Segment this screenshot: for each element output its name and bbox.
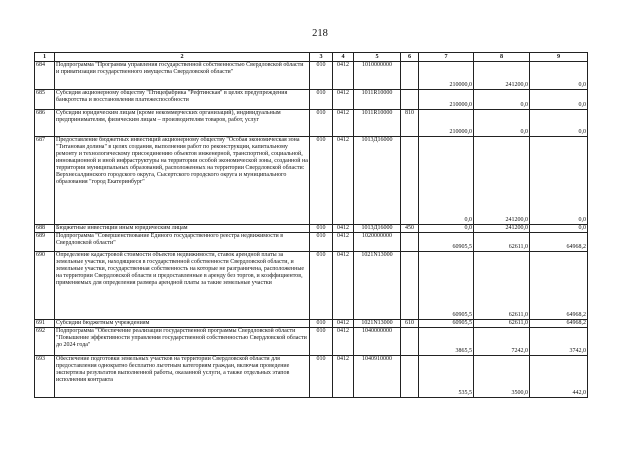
amount-col7: 60905,5 <box>419 252 474 320</box>
header-cell: 2 <box>55 53 310 62</box>
table-header-row <box>35 53 588 62</box>
ministry-code: 010 <box>310 90 333 110</box>
amount-col9: 64968,2 <box>530 252 588 320</box>
row-name: Подпрограмма "Совершенствование Единого государственного реестра недвижимости в Свердловской области" <box>55 233 310 252</box>
amount-col8: 0,0 <box>474 90 530 110</box>
ministry-code: 010 <box>310 328 333 356</box>
table-row <box>35 320 588 328</box>
expense-type-code: 810 <box>401 110 419 137</box>
target-code: 1013Д16000 <box>354 137 401 225</box>
target-code: 1021N13000 <box>354 252 401 320</box>
amount-col7: 0,0 <box>419 225 474 233</box>
row-number: 689 <box>35 233 55 252</box>
header-cell: 3 <box>310 53 333 62</box>
table-row <box>35 252 588 320</box>
amount-col7: 210000,0 <box>419 62 474 90</box>
header-cell: 7 <box>419 53 474 62</box>
amount-col8: 62611,0 <box>474 320 530 328</box>
table-row <box>35 356 588 398</box>
expense-type-code: 450 <box>401 225 419 233</box>
target-code: 1013Д16000 <box>354 225 401 233</box>
section-code: 0412 <box>333 320 354 328</box>
row-number: 686 <box>35 110 55 137</box>
header-cell: 6 <box>401 53 419 62</box>
amount-col9: 442,0 <box>530 356 588 398</box>
expense-type-code <box>401 137 419 225</box>
amount-col7: 210000,0 <box>419 110 474 137</box>
amount-col8: 7242,0 <box>474 328 530 356</box>
row-name: Субсидии юридическим лицам (кроме некоммерческих организаций), индивидуальным предпринимателям, физическим лицам – производителям товаров, работ, услуг <box>55 110 310 137</box>
ministry-code: 010 <box>310 252 333 320</box>
row-name: Подпрограмма "Обеспечение реализации государственной программы Свердловской области "Повышение эффективности управления государственной собственностью Свердловской области до 2024 года" <box>55 328 310 356</box>
row-name: Субсидии бюджетным учреждениям <box>55 320 310 328</box>
row-name: Предоставление бюджетных инвестиций акционерному обществу "Особая экономическая зона "Титановая долина" в целях создания, выполнения работ по реконструкции, капитальному ремонту и технологическому присоединению объектов инженерной, транспортной, социальной, инновационной и иной инфраструктуры на территории особой экономической зоны, созданной на территории муниципальных образований, расположенных на территории Свердловской области: Верхнесалдинского городского округа, Сысертского городского округа и муниципального образования "город Екатеринбург" <box>55 137 310 225</box>
expense-type-code <box>401 328 419 356</box>
header-cell: 8 <box>474 53 530 62</box>
section-code: 0412 <box>333 62 354 90</box>
section-code: 0412 <box>333 110 354 137</box>
amount-col7: 0,0 <box>419 137 474 225</box>
amount-col8: 241200,0 <box>474 62 530 90</box>
amount-col7: 535,5 <box>419 356 474 398</box>
amount-col8: 62611,0 <box>474 233 530 252</box>
amount-col9: 0,0 <box>530 110 588 137</box>
amount-col7: 210000,0 <box>419 90 474 110</box>
row-number: 685 <box>35 90 55 110</box>
target-code: 1021N13000 <box>354 320 401 328</box>
header-cell: 5 <box>354 53 401 62</box>
row-number: 687 <box>35 137 55 225</box>
target-code: 1010000000 <box>354 62 401 90</box>
header-cell: 9 <box>530 53 588 62</box>
row-number: 688 <box>35 225 55 233</box>
table-row <box>35 225 588 233</box>
expense-type-code <box>401 90 419 110</box>
row-name: Обеспечение подготовки земельных участков на территории Свердловской области для предоставления однократно бесплатно льготным категориям граждан, включая проведение экспертизы результатов выполненной работы, оказанной услуги, а также отдельных этапов исполнения контракта <box>55 356 310 398</box>
row-number: 690 <box>35 252 55 320</box>
amount-col9: 64968,2 <box>530 320 588 328</box>
section-code: 0412 <box>333 252 354 320</box>
amount-col8: 0,0 <box>474 110 530 137</box>
row-number: 684 <box>35 62 55 90</box>
target-code: 1040000000 <box>354 328 401 356</box>
expense-type-code <box>401 356 419 398</box>
row-name: Субсидия акционерному обществу "Птицефабрика "Рефтинская" в целях предупреждения банкротства и восстановления платежеспособности <box>55 90 310 110</box>
amount-col8: 241200,0 <box>474 225 530 233</box>
expense-type-code <box>401 233 419 252</box>
amount-col8: 62611,0 <box>474 252 530 320</box>
target-code: 1020000000 <box>354 233 401 252</box>
table-row <box>35 90 588 110</box>
ministry-code: 010 <box>310 225 333 233</box>
amount-col7: 60905,5 <box>419 320 474 328</box>
amount-col9: 0,0 <box>530 225 588 233</box>
ministry-code: 010 <box>310 110 333 137</box>
amount-col7: 3865,5 <box>419 328 474 356</box>
expense-type-code <box>401 252 419 320</box>
section-code: 0412 <box>333 356 354 398</box>
section-code: 0412 <box>333 137 354 225</box>
ministry-code: 010 <box>310 137 333 225</box>
table-row <box>35 137 588 225</box>
header-cell: 1 <box>35 53 55 62</box>
header-cell: 4 <box>333 53 354 62</box>
ministry-code: 010 <box>310 62 333 90</box>
target-code: 1040910000 <box>354 356 401 398</box>
amount-col9: 0,0 <box>530 137 588 225</box>
amount-col8: 3500,0 <box>474 356 530 398</box>
row-name: Определение кадастровой стоимости объектов недвижимости, ставок арендной платы за земельные участки, находящиеся в государственной собственности Свердловской области, и земельные участки, государственная собственность на которые не разграничена, расположенные на территории Свердловской области и предоставленные в аренду без торгов, и коэффициентов, применяемых для определения размера арендной платы за такие земельные участки <box>55 252 310 320</box>
amount-col7: 60905,5 <box>419 233 474 252</box>
target-code: 1011R10000 <box>354 90 401 110</box>
budget-table <box>34 52 588 398</box>
section-code: 0412 <box>333 328 354 356</box>
table-row <box>35 62 588 90</box>
row-name: Подпрограмма "Программа управления государственной собственностью Свердловской области и приватизации государственного имущества Свердловской области" <box>55 62 310 90</box>
row-number: 691 <box>35 320 55 328</box>
section-code: 0412 <box>333 225 354 233</box>
page-number: 218 <box>312 28 328 39</box>
amount-col9: 3742,0 <box>530 328 588 356</box>
row-name: Бюджетные инвестиции иным юридическим лицам <box>55 225 310 233</box>
table-row <box>35 110 588 137</box>
section-code: 0412 <box>333 90 354 110</box>
amount-col9: 64968,2 <box>530 233 588 252</box>
table-row <box>35 233 588 252</box>
row-number: 693 <box>35 356 55 398</box>
amount-col9: 0,0 <box>530 62 588 90</box>
target-code: 1011R10000 <box>354 110 401 137</box>
amount-col8: 241200,0 <box>474 137 530 225</box>
expense-type-code <box>401 62 419 90</box>
expense-type-code: 610 <box>401 320 419 328</box>
row-number: 692 <box>35 328 55 356</box>
ministry-code: 010 <box>310 233 333 252</box>
ministry-code: 010 <box>310 320 333 328</box>
ministry-code: 010 <box>310 356 333 398</box>
table-row <box>35 328 588 356</box>
section-code: 0412 <box>333 233 354 252</box>
amount-col9: 0,0 <box>530 90 588 110</box>
